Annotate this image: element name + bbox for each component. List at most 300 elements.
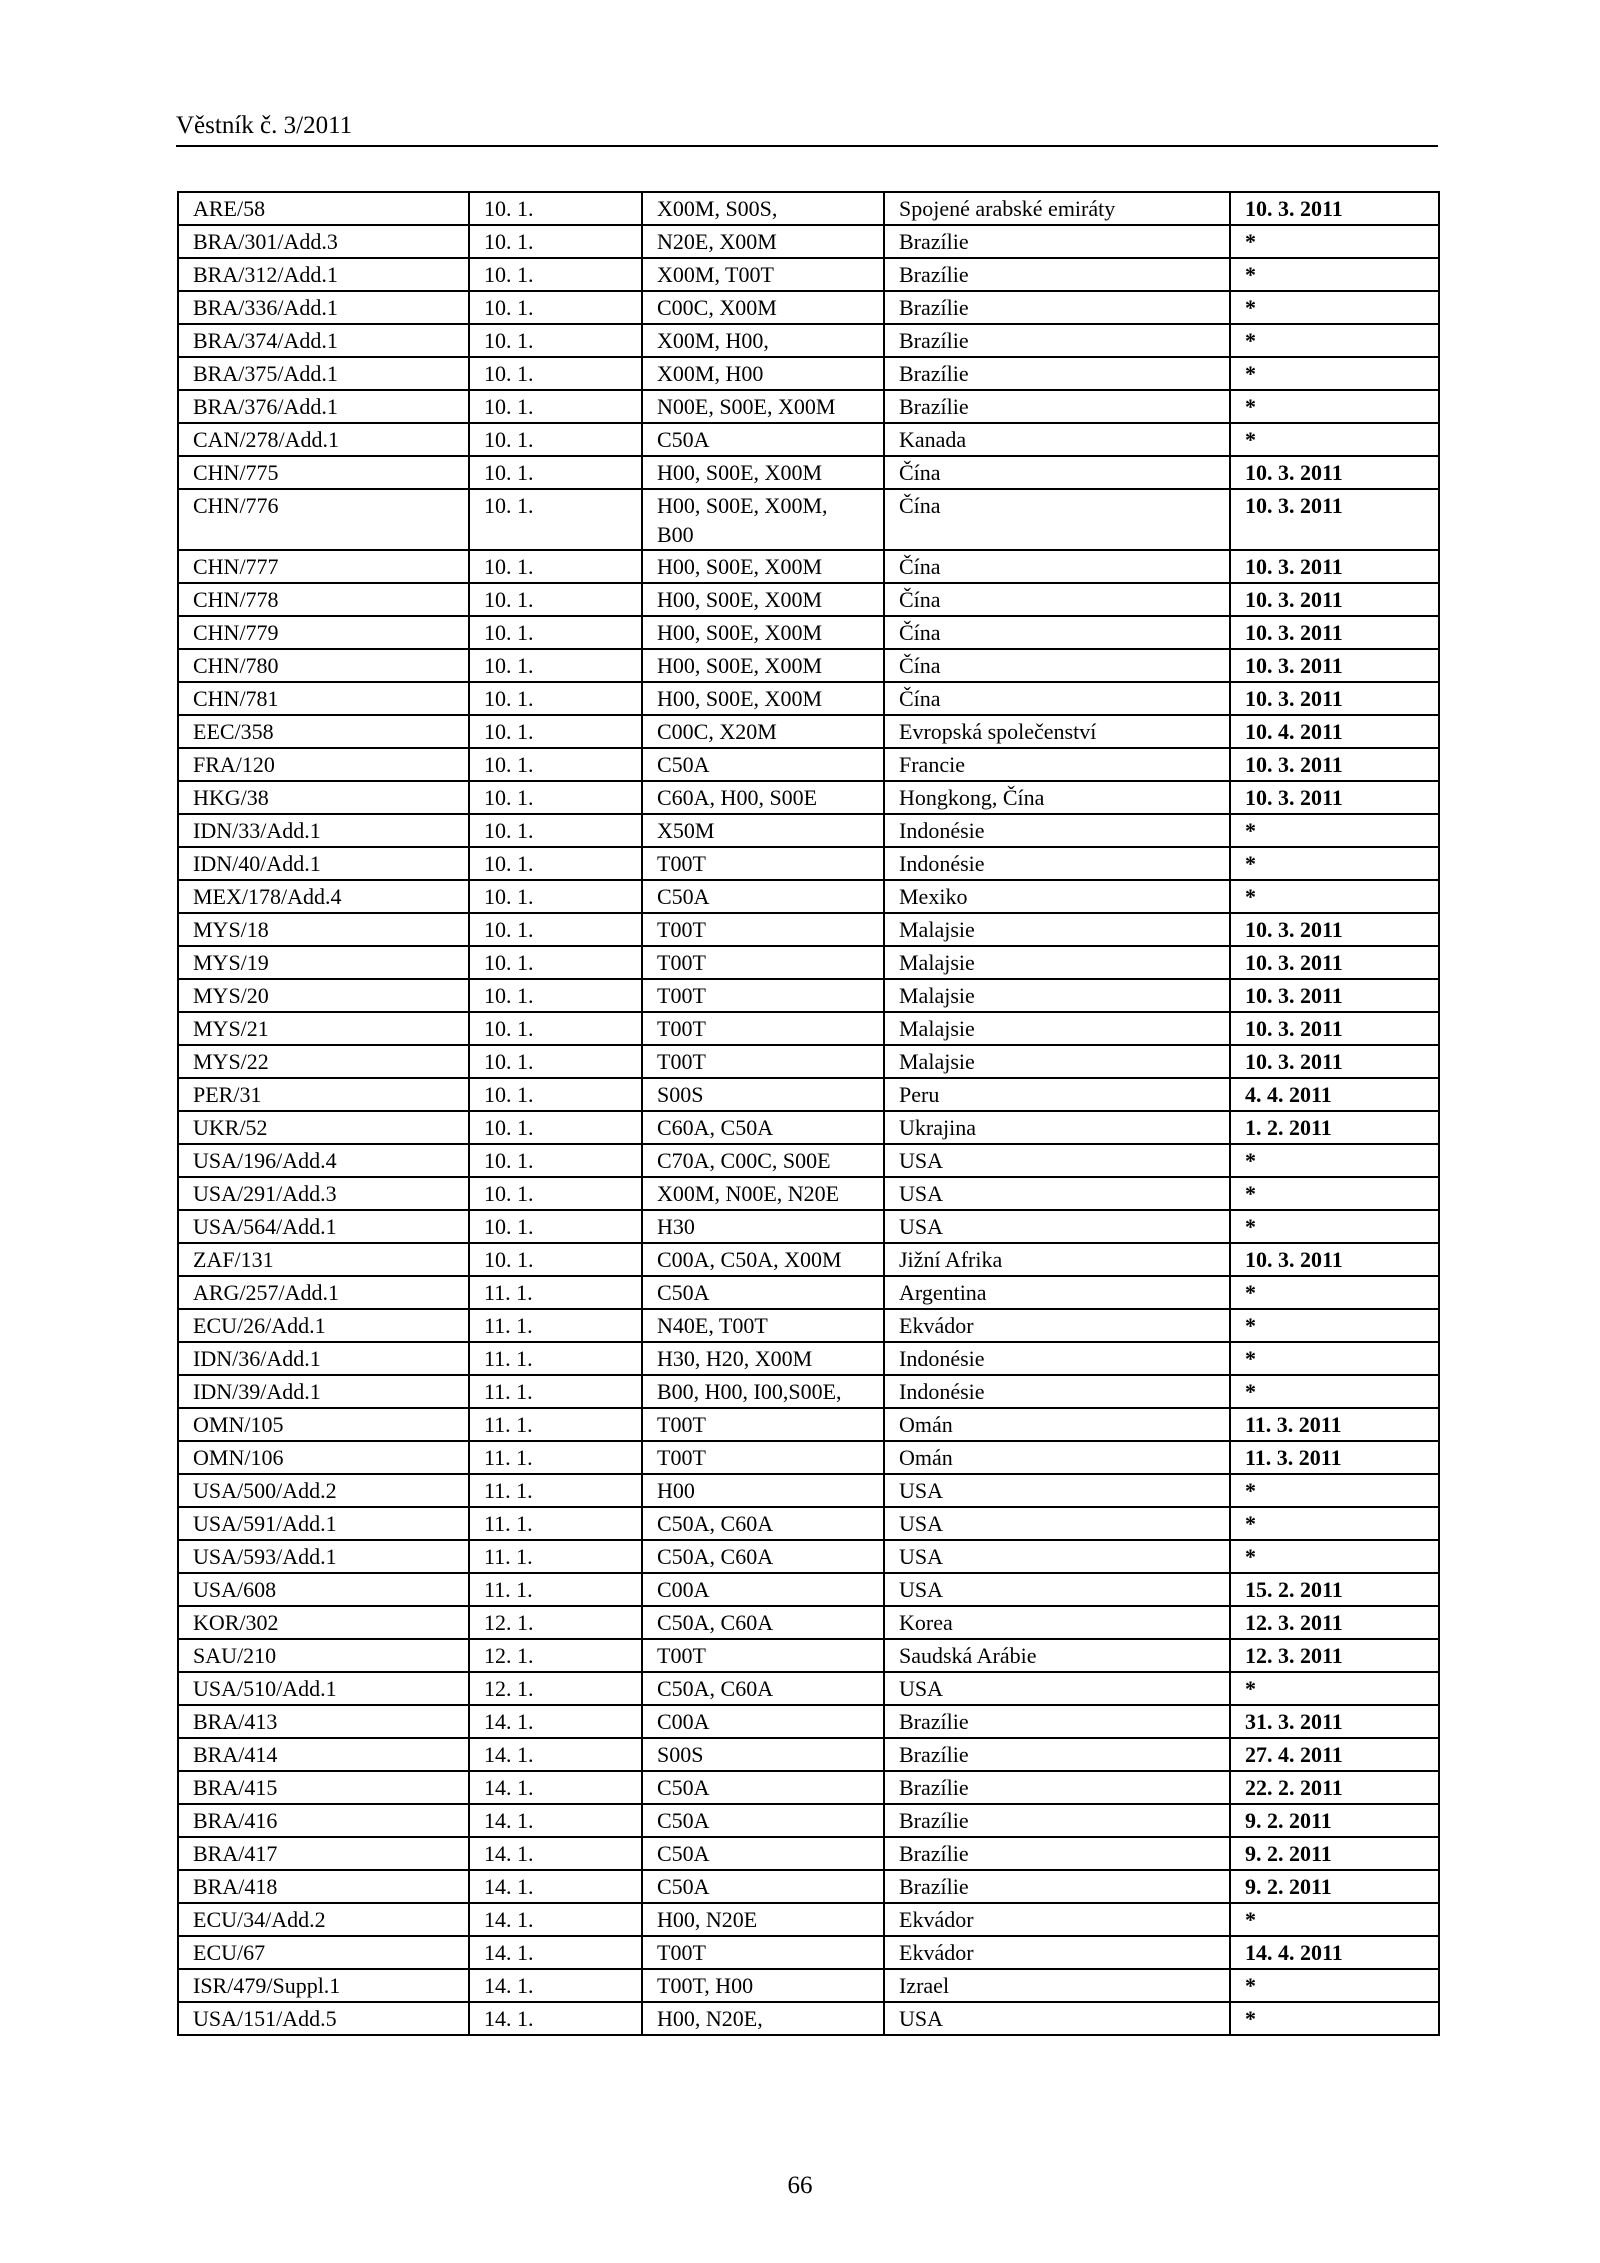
- table-row: [178, 979, 1439, 1012]
- deadline-cell: *: [1230, 1375, 1439, 1408]
- classification-cell: C00A, C50A, X00M: [642, 1243, 884, 1276]
- deadline-cell: 9. 2. 2011: [1230, 1837, 1439, 1870]
- date-cell: 10. 1.: [469, 880, 642, 913]
- date-cell: 14. 1.: [469, 1804, 642, 1837]
- table-row: [178, 682, 1439, 715]
- code-cell: MYS/18: [178, 913, 469, 946]
- deadline-cell: *: [1230, 1474, 1439, 1507]
- code-cell: ISR/479/Suppl.1: [178, 1969, 469, 2002]
- classification-cell: T00T: [642, 1639, 884, 1672]
- table-row: [178, 1672, 1439, 1705]
- date-cell: 10. 1.: [469, 649, 642, 682]
- code-cell: USA/196/Add.4: [178, 1144, 469, 1177]
- table-row: [178, 1078, 1439, 1111]
- table-row: [178, 1771, 1439, 1804]
- classification-cell: S00S: [642, 1078, 884, 1111]
- classification-cell: C60A, C50A: [642, 1111, 884, 1144]
- table-row: [178, 225, 1439, 258]
- date-cell: 10. 1.: [469, 390, 642, 423]
- classification-cell: T00T: [642, 979, 884, 1012]
- date-cell: 10. 1.: [469, 946, 642, 979]
- deadline-cell: 22. 2. 2011: [1230, 1771, 1439, 1804]
- classification-cell: C50A: [642, 423, 884, 456]
- deadline-cell: 15. 2. 2011: [1230, 1573, 1439, 1606]
- date-cell: 14. 1.: [469, 2002, 642, 2035]
- table-row: [178, 913, 1439, 946]
- date-cell: 10. 1.: [469, 550, 642, 583]
- table-row: [178, 550, 1439, 583]
- country-cell: USA: [884, 1540, 1230, 1573]
- country-cell: Ekvádor: [884, 1309, 1230, 1342]
- deadline-cell: *: [1230, 1177, 1439, 1210]
- deadline-cell: *: [1230, 814, 1439, 847]
- deadline-cell: *: [1230, 1144, 1439, 1177]
- deadline-cell: 12. 3. 2011: [1230, 1639, 1439, 1672]
- deadline-cell: 10. 3. 2011: [1230, 1012, 1439, 1045]
- country-cell: USA: [884, 2002, 1230, 2035]
- deadline-cell: 10. 3. 2011: [1230, 192, 1439, 225]
- code-cell: BRA/416: [178, 1804, 469, 1837]
- classification-cell: C60A, H00, S00E: [642, 781, 884, 814]
- deadline-cell: *: [1230, 258, 1439, 291]
- deadline-cell: *: [1230, 880, 1439, 913]
- table-row: [178, 847, 1439, 880]
- classification-cell: H00, N20E: [642, 1903, 884, 1936]
- country-cell: Hongkong, Čína: [884, 781, 1230, 814]
- date-cell: 10. 1.: [469, 748, 642, 781]
- deadline-cell: 10. 3. 2011: [1230, 1243, 1439, 1276]
- date-cell: 11. 1.: [469, 1276, 642, 1309]
- date-cell: 11. 1.: [469, 1507, 642, 1540]
- classification-cell: H00, S00E, X00M: [642, 649, 884, 682]
- country-cell: Omán: [884, 1408, 1230, 1441]
- country-cell: Korea: [884, 1606, 1230, 1639]
- date-cell: 11. 1.: [469, 1441, 642, 1474]
- table-row: [178, 2002, 1439, 2035]
- table-row: [178, 1969, 1439, 2002]
- date-cell: 10. 1.: [469, 489, 642, 550]
- date-cell: 11. 1.: [469, 1342, 642, 1375]
- date-cell: 10. 1.: [469, 225, 642, 258]
- code-cell: BRA/376/Add.1: [178, 390, 469, 423]
- deadline-cell: 14. 4. 2011: [1230, 1936, 1439, 1969]
- code-cell: ZAF/131: [178, 1243, 469, 1276]
- page-number: 66: [787, 2172, 813, 2199]
- country-cell: Ukrajina: [884, 1111, 1230, 1144]
- code-cell: IDN/33/Add.1: [178, 814, 469, 847]
- table-row: [178, 1837, 1439, 1870]
- country-cell: Brazílie: [884, 1738, 1230, 1771]
- country-cell: USA: [884, 1474, 1230, 1507]
- code-cell: MYS/20: [178, 979, 469, 1012]
- code-cell: USA/593/Add.1: [178, 1540, 469, 1573]
- date-cell: 14. 1.: [469, 1738, 642, 1771]
- header-rule: [176, 145, 1438, 147]
- classification-cell: C50A: [642, 880, 884, 913]
- classification-cell: C00C, X20M: [642, 715, 884, 748]
- code-cell: BRA/418: [178, 1870, 469, 1903]
- code-cell: ARE/58: [178, 192, 469, 225]
- classification-cell: X00M, H00: [642, 357, 884, 390]
- date-cell: 12. 1.: [469, 1606, 642, 1639]
- country-cell: Čína: [884, 583, 1230, 616]
- table-row: [178, 489, 1439, 550]
- country-cell: Brazílie: [884, 258, 1230, 291]
- date-cell: 10. 1.: [469, 814, 642, 847]
- classification-cell: H00: [642, 1474, 884, 1507]
- code-cell: BRA/417: [178, 1837, 469, 1870]
- code-cell: BRA/301/Add.3: [178, 225, 469, 258]
- country-cell: USA: [884, 1573, 1230, 1606]
- date-cell: 14. 1.: [469, 1936, 642, 1969]
- deadline-cell: *: [1230, 225, 1439, 258]
- code-cell: OMN/105: [178, 1408, 469, 1441]
- date-cell: 11. 1.: [469, 1573, 642, 1606]
- country-cell: Čína: [884, 682, 1230, 715]
- deadline-cell: 10. 3. 2011: [1230, 913, 1439, 946]
- classification-cell: T00T: [642, 1408, 884, 1441]
- code-cell: CAN/278/Add.1: [178, 423, 469, 456]
- deadline-cell: *: [1230, 357, 1439, 390]
- deadline-cell: *: [1230, 1210, 1439, 1243]
- table-row: [178, 1243, 1439, 1276]
- country-cell: Čína: [884, 616, 1230, 649]
- table-row: [178, 616, 1439, 649]
- code-cell: CHN/776: [178, 489, 469, 550]
- date-cell: 11. 1.: [469, 1474, 642, 1507]
- table-row: [178, 357, 1439, 390]
- date-cell: 14. 1.: [469, 1837, 642, 1870]
- code-cell: MYS/22: [178, 1045, 469, 1078]
- table-row: [178, 781, 1439, 814]
- date-cell: 10. 1.: [469, 1144, 642, 1177]
- code-cell: MYS/21: [178, 1012, 469, 1045]
- classification-cell: T00T, H00: [642, 1969, 884, 2002]
- table-row: [178, 1738, 1439, 1771]
- classification-cell: C50A: [642, 1804, 884, 1837]
- country-cell: USA: [884, 1210, 1230, 1243]
- country-cell: Brazílie: [884, 1771, 1230, 1804]
- country-cell: Brazílie: [884, 291, 1230, 324]
- code-cell: USA/291/Add.3: [178, 1177, 469, 1210]
- table-row: [178, 1375, 1439, 1408]
- table-row: [178, 583, 1439, 616]
- table-row: [178, 291, 1439, 324]
- code-cell: MYS/19: [178, 946, 469, 979]
- date-cell: 10. 1.: [469, 456, 642, 489]
- date-cell: 10. 1.: [469, 1078, 642, 1111]
- table-row: [178, 1309, 1439, 1342]
- deadline-cell: 11. 3. 2011: [1230, 1441, 1439, 1474]
- date-cell: 11. 1.: [469, 1375, 642, 1408]
- country-cell: Malajsie: [884, 979, 1230, 1012]
- code-cell: BRA/415: [178, 1771, 469, 1804]
- country-cell: Brazílie: [884, 1804, 1230, 1837]
- classification-cell: T00T: [642, 847, 884, 880]
- table-row: [178, 1012, 1439, 1045]
- deadline-cell: 4. 4. 2011: [1230, 1078, 1439, 1111]
- notifications-table: [177, 191, 1440, 2036]
- deadline-cell: 10. 4. 2011: [1230, 715, 1439, 748]
- country-cell: Kanada: [884, 423, 1230, 456]
- classification-cell: C00A: [642, 1705, 884, 1738]
- code-cell: CHN/779: [178, 616, 469, 649]
- classification-cell: T00T: [642, 1936, 884, 1969]
- table-row: [178, 1606, 1439, 1639]
- code-cell: USA/564/Add.1: [178, 1210, 469, 1243]
- code-cell: CHN/780: [178, 649, 469, 682]
- table-row: [178, 814, 1439, 847]
- table-row: [178, 748, 1439, 781]
- table-row: [178, 1639, 1439, 1672]
- code-cell: BRA/414: [178, 1738, 469, 1771]
- date-cell: 10. 1.: [469, 291, 642, 324]
- country-cell: Francie: [884, 748, 1230, 781]
- classification-cell: H30, H20, X00M: [642, 1342, 884, 1375]
- table-row: [178, 390, 1439, 423]
- deadline-cell: 10. 3. 2011: [1230, 583, 1439, 616]
- deadline-cell: 10. 3. 2011: [1230, 649, 1439, 682]
- code-cell: CHN/778: [178, 583, 469, 616]
- code-cell: BRA/413: [178, 1705, 469, 1738]
- date-cell: 10. 1.: [469, 192, 642, 225]
- classification-cell: H00, S00E, X00M: [642, 682, 884, 715]
- classification-cell: X00M, N00E, N20E: [642, 1177, 884, 1210]
- country-cell: Mexiko: [884, 880, 1230, 913]
- code-cell: HKG/38: [178, 781, 469, 814]
- classification-cell: C50A: [642, 748, 884, 781]
- country-cell: Brazílie: [884, 1870, 1230, 1903]
- code-cell: BRA/375/Add.1: [178, 357, 469, 390]
- deadline-cell: *: [1230, 390, 1439, 423]
- table-row: [178, 1111, 1439, 1144]
- classification-cell: H30: [642, 1210, 884, 1243]
- date-cell: 10. 1.: [469, 1177, 642, 1210]
- deadline-cell: 10. 3. 2011: [1230, 946, 1439, 979]
- classification-cell: T00T: [642, 946, 884, 979]
- classification-cell: X00M, H00,: [642, 324, 884, 357]
- country-cell: Omán: [884, 1441, 1230, 1474]
- code-cell: UKR/52: [178, 1111, 469, 1144]
- date-cell: 10. 1.: [469, 847, 642, 880]
- country-cell: Čína: [884, 649, 1230, 682]
- deadline-cell: 10. 3. 2011: [1230, 979, 1439, 1012]
- date-cell: 11. 1.: [469, 1309, 642, 1342]
- table-row: [178, 1507, 1439, 1540]
- table-row: [178, 1804, 1439, 1837]
- table-row: [178, 1177, 1439, 1210]
- code-cell: USA/510/Add.1: [178, 1672, 469, 1705]
- code-cell: IDN/39/Add.1: [178, 1375, 469, 1408]
- table-row: [178, 1903, 1439, 1936]
- classification-cell: C50A, C60A: [642, 1540, 884, 1573]
- country-cell: Indonésie: [884, 847, 1230, 880]
- code-cell: FRA/120: [178, 748, 469, 781]
- code-cell: EEC/358: [178, 715, 469, 748]
- deadline-cell: *: [1230, 1903, 1439, 1936]
- country-cell: Brazílie: [884, 390, 1230, 423]
- table-row: [178, 1210, 1439, 1243]
- deadline-cell: *: [1230, 2002, 1439, 2035]
- table-row: [178, 1573, 1439, 1606]
- deadline-cell: 1. 2. 2011: [1230, 1111, 1439, 1144]
- date-cell: 10. 1.: [469, 423, 642, 456]
- code-cell: CHN/777: [178, 550, 469, 583]
- country-cell: USA: [884, 1507, 1230, 1540]
- deadline-cell: 10. 3. 2011: [1230, 456, 1439, 489]
- code-cell: USA/151/Add.5: [178, 2002, 469, 2035]
- table-row: [178, 715, 1439, 748]
- table-row: [178, 1540, 1439, 1573]
- classification-cell: N20E, X00M: [642, 225, 884, 258]
- table-row: [178, 1870, 1439, 1903]
- classification-cell: X00M, T00T: [642, 258, 884, 291]
- code-cell: USA/608: [178, 1573, 469, 1606]
- date-cell: 10. 1.: [469, 682, 642, 715]
- classification-cell: T00T: [642, 1012, 884, 1045]
- country-cell: Malajsie: [884, 1045, 1230, 1078]
- date-cell: 10. 1.: [469, 781, 642, 814]
- date-cell: 10. 1.: [469, 583, 642, 616]
- classification-cell: H00, S00E, X00M: [642, 456, 884, 489]
- deadline-cell: *: [1230, 1540, 1439, 1573]
- deadline-cell: 9. 2. 2011: [1230, 1870, 1439, 1903]
- table-row: [178, 880, 1439, 913]
- date-cell: 10. 1.: [469, 979, 642, 1012]
- country-cell: Peru: [884, 1078, 1230, 1111]
- date-cell: 14. 1.: [469, 1870, 642, 1903]
- code-cell: ECU/67: [178, 1936, 469, 1969]
- date-cell: 14. 1.: [469, 1903, 642, 1936]
- code-cell: ARG/257/Add.1: [178, 1276, 469, 1309]
- deadline-cell: 10. 3. 2011: [1230, 489, 1439, 550]
- classification-cell: C70A, C00C, S00E: [642, 1144, 884, 1177]
- code-cell: BRA/374/Add.1: [178, 324, 469, 357]
- country-cell: Indonésie: [884, 814, 1230, 847]
- code-cell: BRA/336/Add.1: [178, 291, 469, 324]
- table-row: [178, 1408, 1439, 1441]
- classification-cell: X50M: [642, 814, 884, 847]
- date-cell: 10. 1.: [469, 1045, 642, 1078]
- table-row: [178, 1474, 1439, 1507]
- date-cell: 10. 1.: [469, 715, 642, 748]
- date-cell: 11. 1.: [469, 1408, 642, 1441]
- country-cell: USA: [884, 1144, 1230, 1177]
- deadline-cell: 10. 3. 2011: [1230, 616, 1439, 649]
- classification-cell: B00, H00, I00,S00E,: [642, 1375, 884, 1408]
- country-cell: Brazílie: [884, 324, 1230, 357]
- table-row: [178, 946, 1439, 979]
- deadline-cell: 10. 3. 2011: [1230, 1045, 1439, 1078]
- country-cell: Indonésie: [884, 1342, 1230, 1375]
- country-cell: Čína: [884, 456, 1230, 489]
- deadline-cell: *: [1230, 1969, 1439, 2002]
- classification-cell: C00A: [642, 1573, 884, 1606]
- classification-cell: H00, S00E, X00M: [642, 550, 884, 583]
- country-cell: Brazílie: [884, 1705, 1230, 1738]
- country-cell: Spojené arabské emiráty: [884, 192, 1230, 225]
- classification-cell: C50A: [642, 1870, 884, 1903]
- classification-cell: N40E, T00T: [642, 1309, 884, 1342]
- classification-cell: H00, S00E, X00M: [642, 616, 884, 649]
- code-cell: SAU/210: [178, 1639, 469, 1672]
- date-cell: 11. 1.: [469, 1540, 642, 1573]
- classification-cell: X00M, S00S,: [642, 192, 884, 225]
- country-cell: USA: [884, 1672, 1230, 1705]
- table-row: [178, 1342, 1439, 1375]
- code-cell: IDN/40/Add.1: [178, 847, 469, 880]
- deadline-cell: 12. 3. 2011: [1230, 1606, 1439, 1639]
- date-cell: 10. 1.: [469, 1210, 642, 1243]
- deadline-cell: 10. 3. 2011: [1230, 781, 1439, 814]
- date-cell: 10. 1.: [469, 913, 642, 946]
- deadline-cell: 9. 2. 2011: [1230, 1804, 1439, 1837]
- deadline-cell: *: [1230, 1309, 1439, 1342]
- page-header-title: Věstník č. 3/2011: [176, 112, 353, 139]
- table-row: [178, 649, 1439, 682]
- table-row: [178, 1276, 1439, 1309]
- country-cell: Brazílie: [884, 1837, 1230, 1870]
- country-cell: Malajsie: [884, 913, 1230, 946]
- country-cell: Malajsie: [884, 1012, 1230, 1045]
- code-cell: USA/500/Add.2: [178, 1474, 469, 1507]
- date-cell: 10. 1.: [469, 616, 642, 649]
- date-cell: 12. 1.: [469, 1672, 642, 1705]
- deadline-cell: *: [1230, 423, 1439, 456]
- country-cell: Jižní Afrika: [884, 1243, 1230, 1276]
- country-cell: Brazílie: [884, 225, 1230, 258]
- date-cell: 10. 1.: [469, 1111, 642, 1144]
- deadline-cell: *: [1230, 847, 1439, 880]
- country-cell: Ekvádor: [884, 1936, 1230, 1969]
- code-cell: IDN/36/Add.1: [178, 1342, 469, 1375]
- country-cell: Evropská společenství: [884, 715, 1230, 748]
- date-cell: 10. 1.: [469, 357, 642, 390]
- country-cell: Čína: [884, 550, 1230, 583]
- classification-cell: N00E, S00E, X00M: [642, 390, 884, 423]
- table-row: [178, 324, 1439, 357]
- country-cell: Saudská Arábie: [884, 1639, 1230, 1672]
- table-row: [178, 1441, 1439, 1474]
- table-row: [178, 258, 1439, 291]
- classification-cell: C50A, C60A: [642, 1672, 884, 1705]
- country-cell: Brazílie: [884, 357, 1230, 390]
- date-cell: 14. 1.: [469, 1771, 642, 1804]
- classification-cell: C00C, X00M: [642, 291, 884, 324]
- classification-cell: T00T: [642, 1045, 884, 1078]
- deadline-cell: *: [1230, 1672, 1439, 1705]
- classification-cell: C50A, C60A: [642, 1606, 884, 1639]
- table-row: [178, 1144, 1439, 1177]
- classification-cell: T00T: [642, 913, 884, 946]
- deadline-cell: 27. 4. 2011: [1230, 1738, 1439, 1771]
- deadline-cell: 10. 3. 2011: [1230, 748, 1439, 781]
- classification-cell: C50A, C60A: [642, 1507, 884, 1540]
- country-cell: Malajsie: [884, 946, 1230, 979]
- table-row: [178, 1045, 1439, 1078]
- code-cell: PER/31: [178, 1078, 469, 1111]
- country-cell: Argentina: [884, 1276, 1230, 1309]
- deadline-cell: 31. 3. 2011: [1230, 1705, 1439, 1738]
- code-cell: OMN/106: [178, 1441, 469, 1474]
- code-cell: ECU/26/Add.1: [178, 1309, 469, 1342]
- date-cell: 10. 1.: [469, 1243, 642, 1276]
- table-row: [178, 1936, 1439, 1969]
- table-row: [178, 192, 1439, 225]
- deadline-cell: *: [1230, 1507, 1439, 1540]
- classification-cell: C50A: [642, 1771, 884, 1804]
- country-cell: USA: [884, 1177, 1230, 1210]
